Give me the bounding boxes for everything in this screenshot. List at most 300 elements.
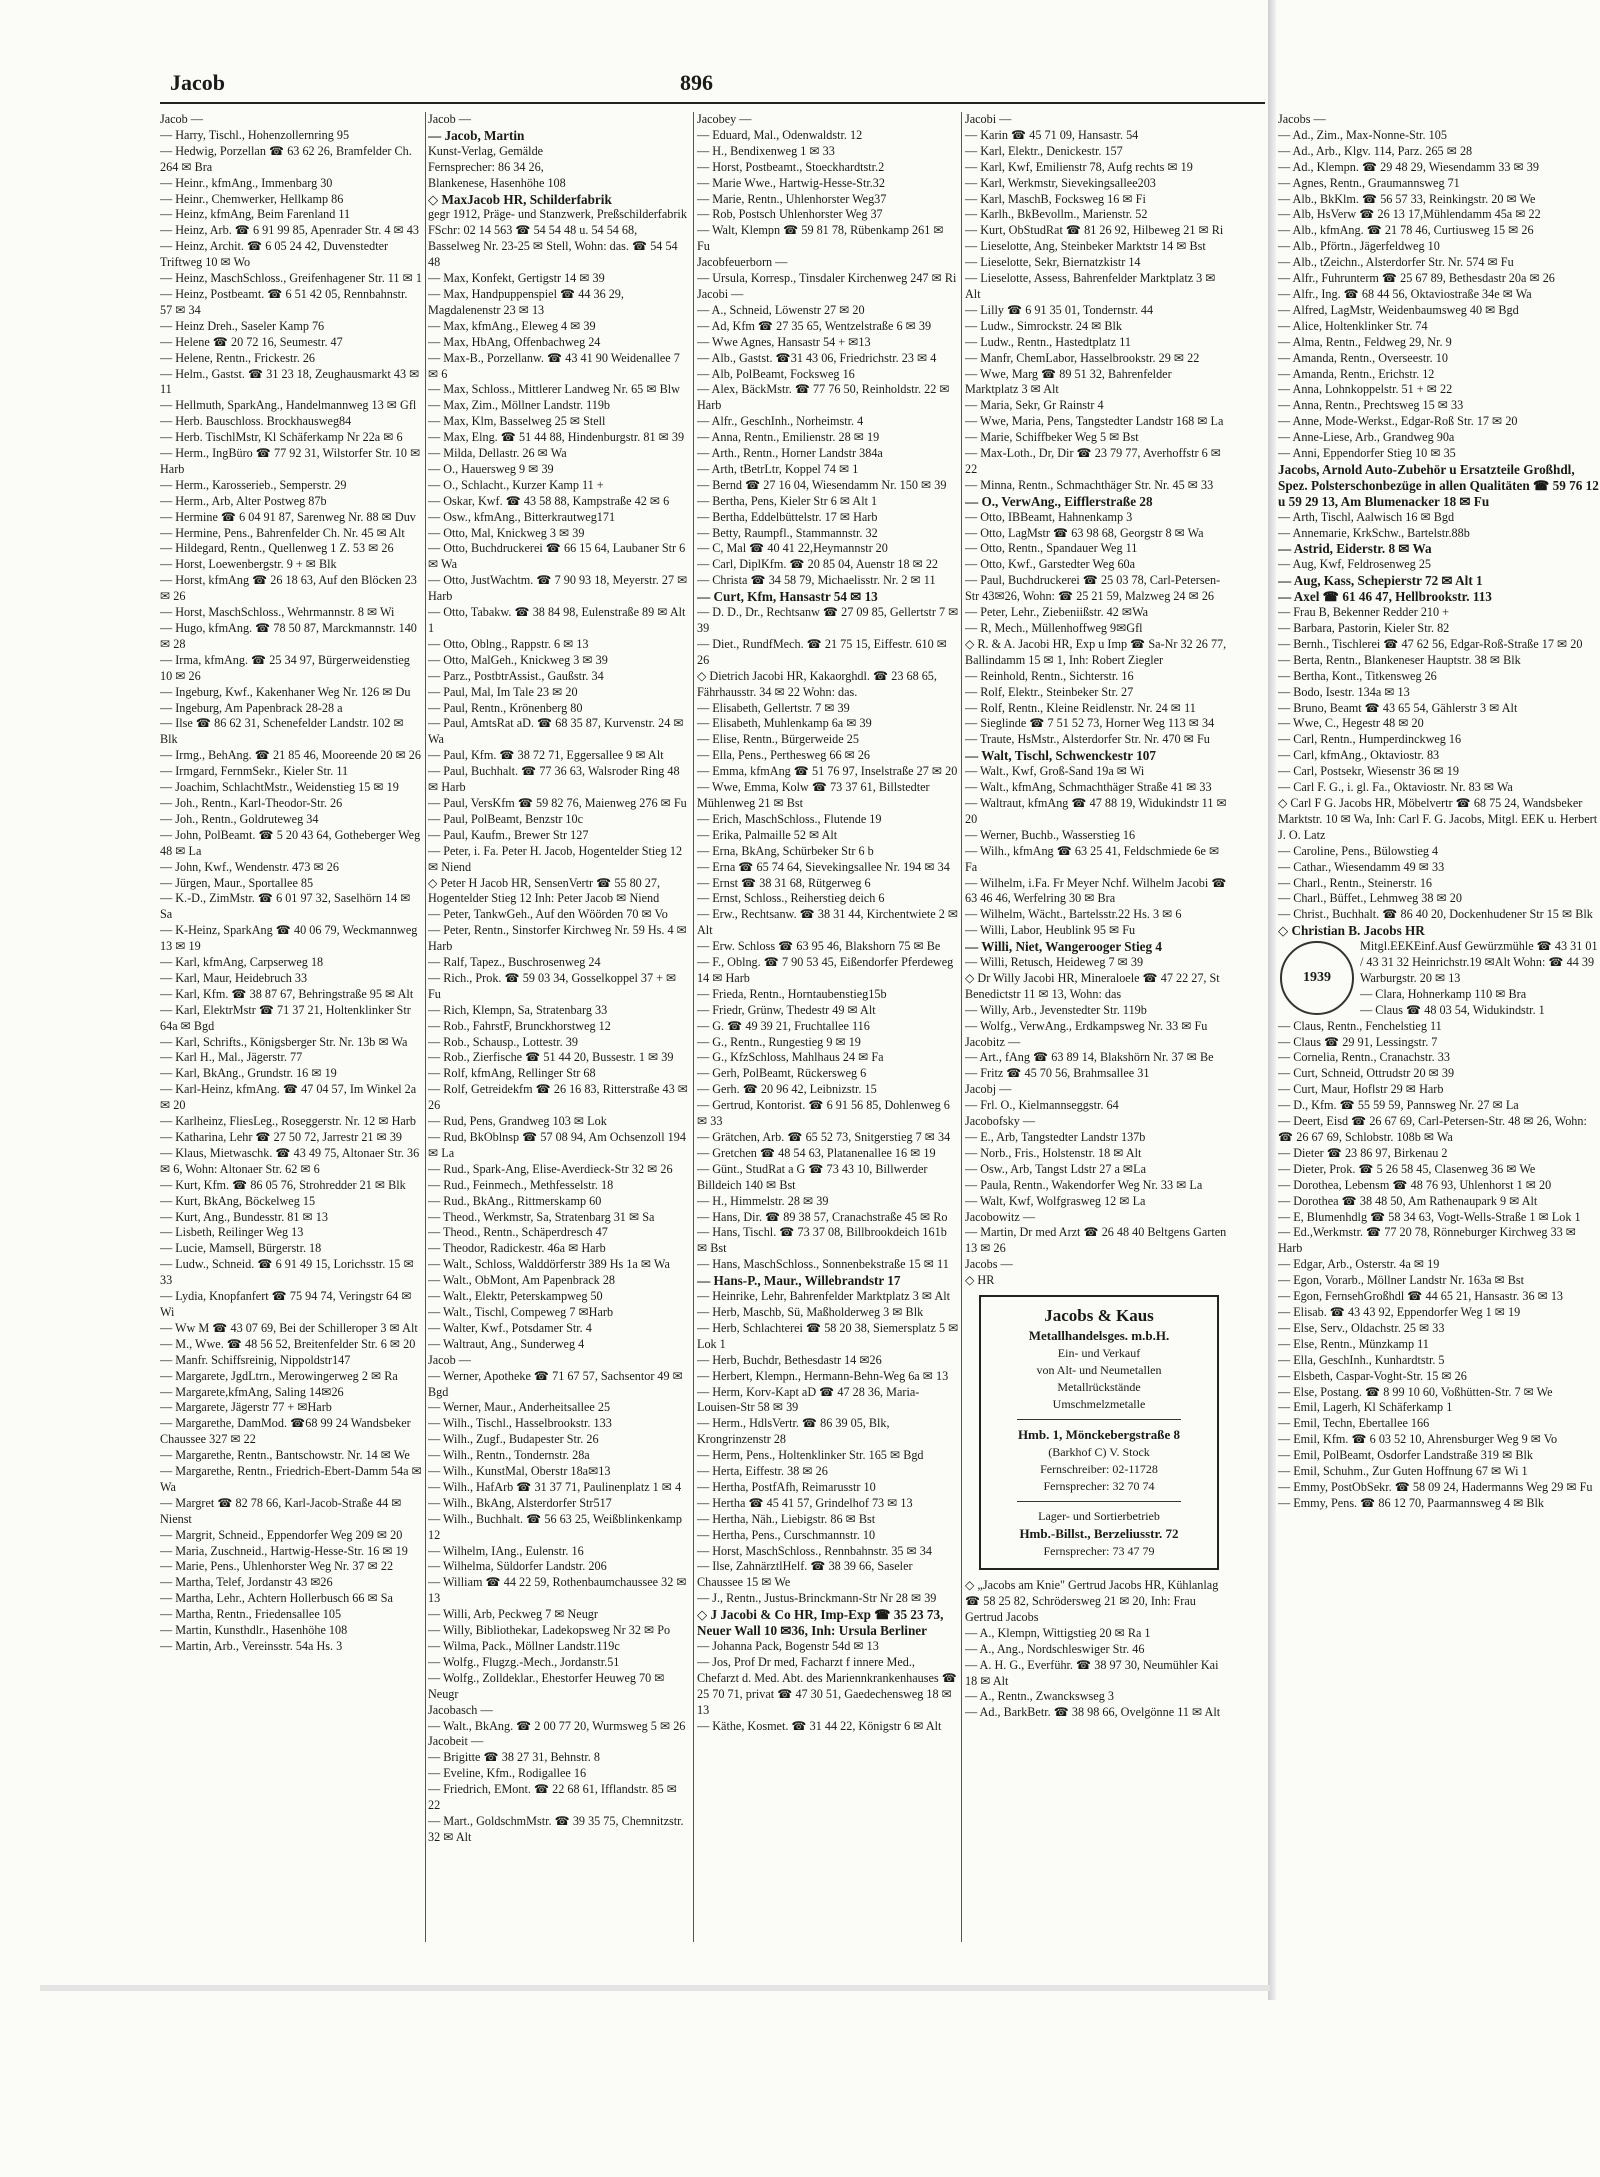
- directory-entry: — Arth, Tischl, Aalwisch 16 ✉ Bgd: [1278, 509, 1455, 524]
- directory-entry: — D. D., Dr., Rechtsanw ☎ 27 09 85, Gellertstr 7 ✉ 39: [697, 605, 959, 635]
- directory-entry: — Karl, ElektrMstr ☎ 71 37 21, Holtenklinker Str 64a ✉ Bgd: [160, 1002, 411, 1033]
- directory-entry: — Traute, HsMstr., Alsterdorfer Str. Nr. 470 ✉ Fu: [965, 732, 1210, 747]
- column-heading: Jacobs —: [1278, 112, 1326, 126]
- directory-entry: — Wwe, Marg ☎ 89 51 32, Bahrenfelder Marktplatz 3 ✉ Alt: [965, 366, 1172, 397]
- directory-entry: — K.-D., ZimMstr. ☎ 6 01 97 32, Saselhörn 14 ✉ Sa: [160, 891, 411, 922]
- advertisement-box: [979, 1295, 1219, 1570]
- directory-entry: — Ernst ☎ 38 31 68, Rütgerweg 6: [697, 875, 871, 890]
- directory-entry: — Martha, Telef, Jordanstr 43 ✉26: [160, 1575, 333, 1590]
- directory-entry: — Rolf, kfmAng, Rellinger Str 68: [428, 1066, 596, 1081]
- directory-entry: — Anna, Rentn., Prechtsweg 15 ✉ 33: [1278, 398, 1464, 413]
- directory-entry: — Max, HbAng, Offenbachweg 24: [428, 334, 601, 349]
- directory-entry: — Marie, Pens., Uhlenhorster Weg Nr. 37 ✉ 22: [160, 1559, 394, 1574]
- directory-entry: — Walt., kfmAng, Schmachthäger Straße 41 ✉ 33: [965, 780, 1212, 795]
- ad-address-detail: (Barkhof C) V. Stock: [1048, 1445, 1150, 1460]
- directory-entry: — Grätchen, Arb. ☎ 65 52 73, Snitgerstieg 7 ✉ 34: [697, 1130, 951, 1144]
- directory-entry: — Aug, Kass, Schepierstr 72 ✉ Alt 1: [1278, 573, 1483, 589]
- directory-entry: — Hermine ☎ 6 04 91 87, Sarenweg Nr. 88 ✉ Duv: [160, 509, 416, 524]
- directory-entry: — Otto, JustWachtm. ☎ 7 90 93 18, Meyerstr. 27 ✉ Harb: [428, 573, 688, 604]
- directory-entry: — Karin ☎ 45 71 09, Hansastr. 54: [965, 127, 1139, 142]
- column-2: [428, 112, 690, 1942]
- directory-entry: — Wilh., Zugf., Budapester Str. 26: [428, 1432, 599, 1447]
- directory-entry: — Anni, Eppendorfer Stieg 10 ✉ 35: [1278, 446, 1456, 461]
- directory-entry: — Erw. Schloss ☎ 63 95 46, Blakshorn 75 ✉ Be: [697, 939, 941, 954]
- directory-entry: — Ed.,Werkmstr. ☎ 77 20 78, Rönneburger Kirchweg 33 ✉ Harb: [1278, 1225, 1577, 1256]
- directory-entry: — Else, Rentn., Münzkamp 11: [1278, 1336, 1429, 1351]
- directory-entry: — Erich, MaschSchloss., Flutende 19: [697, 811, 882, 826]
- directory-entry: — Wilh., Rentn., Tondernstr. 28a: [428, 1448, 590, 1463]
- directory-entry: ◇ „Jacobs am Knie" Gertrud Jacobs HR, Kühlanlag ☎ 58 25 82, Schrödersweg 21 ✉ 20, Inh: Frau Gertrud Jacobs: [965, 1578, 1219, 1624]
- directory-entry: — Karl, Kfm. ☎ 38 87 67, Behringstraße 95 ✉ Alt: [160, 986, 414, 1001]
- directory-entry: — Wolfg., Zolldeklar., Ehestorfer Heuweg 70 ✉ Neugr: [428, 1670, 665, 1701]
- directory-entry: — O., Hauersweg 9 ✉ 39: [428, 461, 554, 476]
- directory-entry: — F., Oblng. ☎ 7 90 53 45, Eißendorfer Pferdeweg 14 ✉ Harb: [697, 955, 954, 985]
- column-divider: [961, 112, 962, 1942]
- directory-entry: — Christ., Buchhalt. ☎ 86 40 20, Dockenhudener Str 15 ✉ Blk: [1278, 907, 1593, 922]
- page-number: 896: [680, 70, 713, 95]
- directory-entry: — H., Bendixenweg 1 ✉ 33: [697, 143, 835, 158]
- directory-entry: — Paul, Kaufm., Brewer Str 127: [428, 827, 589, 842]
- directory-entry: — G. ☎ 49 39 21, Fruchtallee 116: [697, 1018, 870, 1033]
- directory-entry: — Bertha, Pens, Kieler Str 6 ✉ Alt 1: [697, 493, 878, 508]
- directory-entry: — Elsbeth, Caspar-Voght-Str. 15 ✉ 26: [1278, 1368, 1467, 1383]
- directory-entry: — Heinr., Chemwerker, Hellkamp 86: [160, 191, 344, 206]
- directory-entry: — Karl, Werkmstr, Sievekingsallee203: [965, 175, 1156, 190]
- directory-entry: — Reinhold, Rentn., Sichterstr. 16: [965, 668, 1134, 683]
- directory-entry: — Hans-P., Maur., Willebrandstr 17: [697, 1273, 901, 1289]
- directory-entry: — Walt., Tischl, Compeweg 7 ✉Harb: [428, 1304, 614, 1319]
- page-header: [160, 60, 1260, 100]
- directory-entry: — Edgar, Arb., Osterstr. 4a ✉ 19: [1278, 1257, 1440, 1272]
- directory-entry: — Karl, Kwf, Emilienstr 78, Aufg rechts ✉ 19: [965, 159, 1193, 174]
- directory-entry: — Gerh, PolBeamt, Rückersweg 6: [697, 1066, 867, 1081]
- directory-entry: — Werner, Buchb., Wasserstieg 16: [965, 827, 1136, 842]
- directory-entry: — Otto, Mal, Knickweg 3 ✉ 39: [428, 525, 585, 540]
- column-divider: [693, 112, 694, 1942]
- directory-entry: Jacobs, Arnold Auto-Zubehör u Ersatzteile Großhdl, Spez. Polsterschonbezüge in allen Qualitäten ☎ 59 76 12 u 59 29 13, Am Blumenacker 18 ✉ Fu: [1278, 461, 1599, 509]
- directory-entry: — Clara, Hohnerkamp 110 ✉ Bra: [1360, 986, 1527, 1001]
- directory-entry: — Osw., kfmAng., Bitterkrautweg171: [428, 509, 616, 524]
- directory-entry: — Wolfg., Flugzg.-Mech., Jordanstr.51: [428, 1654, 620, 1669]
- directory-entry: — Alfr., GeschInh., Norheimstr. 4: [697, 414, 864, 429]
- directory-entry: — Heinz, Postbeamt. ☎ 6 51 42 05, Rennbahnstr. 57 ✉ 34: [160, 286, 408, 317]
- directory-entry: — Deert, Eisd ☎ 26 67 69, Carl-Petersen-Str. 48 ✉ 26, Wohn: ☎ 26 67 69, Schlobstr. 108b ✉ Wa: [1278, 1114, 1587, 1144]
- directory-entry: — Christa ☎ 34 58 79, Michaelisstr. Nr. 2 ✉ 11: [697, 573, 936, 588]
- directory-entry: — Martin, Arb., Vereinsstr. 54a Hs. 3: [160, 1639, 343, 1653]
- directory-entry: — Herb, Schlachterei ☎ 58 20 38, Siemersplatz 5 ✉ Lok 1: [697, 1320, 959, 1351]
- directory-entry: — Parz., PostbtrAssist., Gaußstr. 34: [428, 668, 604, 683]
- directory-entry: — Lydia, Knopfanfert ☎ 75 94 74, Veringstr 64 ✉ Wi: [160, 1289, 412, 1319]
- directory-entry: — Bernd ☎ 27 16 04, Wiesendamm Nr. 150 ✉ 39: [697, 477, 947, 492]
- directory-entry: — Wolfg., VerwAng., Erdkampsweg Nr. 33 ✉ Fu: [965, 1018, 1208, 1033]
- directory-entry: — O., VerwAng., Eifflerstraße 28: [965, 493, 1153, 509]
- directory-entry: — Else, Postang. ☎ 8 99 10 60, Voßhütten-Str. 7 ✉ We: [1278, 1384, 1553, 1399]
- directory-entry: — Claus ☎ 48 03 54, Widukindstr. 1: [1360, 1002, 1545, 1017]
- directory-entry: 1939 Mitgl.EEKEinf.Ausf Gewürzmühle ☎ 43 31 01 / 43 31 32 Heinrichstr.19 ✉Alt Wohn: ☎ 44 39 Warburgstr. 20 ✉ 13: [1278, 939, 1600, 987]
- directory-entry: — Klaus, Mietwaschk. ☎ 43 49 75, Altonaer Str. 36 ✉ 6, Wohn: Altonaer Str. 62 ✉ 6: [160, 1145, 420, 1176]
- directory-entry: — Rud, BkOblnsp ☎ 57 08 94, Am Ochsenzoll 194 ✉ La: [428, 1130, 686, 1160]
- directory-entry: — Katharina, Lehr ☎ 27 50 72, Jarrestr 21 ✉ 39: [160, 1130, 403, 1144]
- directory-entry: — D., Kfm. ☎ 55 59 59, Pannsweg Nr. 27 ✉ La: [1278, 1098, 1519, 1113]
- directory-entry: — Rob, Postsch Uhlenhorster Weg 37: [697, 207, 883, 222]
- directory-entry: — Irmgard, FernmSekr., Kieler Str. 11: [160, 764, 349, 779]
- directory-entry: — Wilma, Pack., Möllner Landstr.119c: [428, 1639, 620, 1653]
- directory-entry: — Oskar, Kwf. ☎ 43 58 88, Kampstraße 42 ✉ 6: [428, 493, 670, 508]
- directory-entry: — Max, Zim., Möllner Landstr. 119b: [428, 398, 611, 413]
- directory-entry: — Frau B, Bekenner Redder 210 +: [1278, 605, 1450, 620]
- directory-entry: — Harry, Tischl., Hohenzollernring 95: [160, 127, 350, 142]
- directory-entry: — Kurt, Ang., Bundesstr. 81 ✉ 13: [160, 1209, 328, 1224]
- directory-entry: — Erw., Rechtsanw. ☎ 38 31 44, Kirchentwiete 2 ✉ Alt: [697, 907, 959, 938]
- column-3: [697, 112, 959, 1942]
- directory-entry: — Dorothea ☎ 38 48 50, Am Rathenaupark 9 ✉ Alt: [1278, 1193, 1538, 1208]
- directory-entry: Blankenese, Hasenhöhe 108: [428, 175, 566, 190]
- ad-fax: Fernschreiber: 02-11728: [1040, 1462, 1158, 1477]
- directory-entry: — William ☎ 44 22 59, Rothenbaumchaussee 32 ✉ 13: [428, 1575, 687, 1606]
- directory-entry: — Curt, Kfm, Hansastr 54 ✉ 13: [697, 589, 878, 605]
- directory-entry: — Sieglinde ☎ 7 51 52 73, Horner Weg 113 ✉ 34: [965, 716, 1215, 731]
- directory-entry: — Kurt, BkAng, Böckelweg 15: [160, 1193, 316, 1208]
- directory-entry: — Amanda, Rentn., Overseestr. 10: [1278, 350, 1448, 365]
- directory-entry: — Irmg., BehAng. ☎ 21 85 46, Mooreende 20 ✉ 26: [160, 748, 421, 763]
- directory-entry: Jacobi —: [697, 286, 744, 301]
- directory-entry: — Max-B., Porzellanw. ☎ 43 41 90 Weidenallee 7 ✉ 6: [428, 350, 680, 381]
- directory-entry: Jacobs —: [965, 1257, 1013, 1272]
- directory-entry: Jacob —: [428, 1352, 471, 1367]
- directory-entry: — Osw., Arb, Tangst Ldstr 27 a ✉La: [965, 1161, 1146, 1176]
- directory-entry: — E., Arb, Tangstedter Landstr 137b: [965, 1130, 1146, 1144]
- ad-address: Hmb. 1, Mönckebergstraße 8: [1017, 1427, 1181, 1443]
- directory-entry: — Gretchen ☎ 48 54 63, Platanenallee 16 ✉ 19: [697, 1145, 936, 1160]
- directory-entry: — A., Klempn, Wittigstieg 20 ✉ Ra 1: [965, 1625, 1151, 1640]
- directory-entry: — Otto, IBBeamt, Hahnenkamp 3: [965, 509, 1133, 524]
- directory-entry: — Manfr, ChemLabor, Hasselbrookstr. 29 ✉ 22: [965, 350, 1200, 365]
- directory-entry: — Karlh., BkBevollm., Marienstr. 52: [965, 207, 1148, 222]
- directory-entry: — Otto, MalGeh., Knickweg 3 ✉ 39: [428, 652, 608, 667]
- column-heading: Jacobey —: [697, 112, 752, 126]
- directory-entry: — Hugo, kfmAng. ☎ 78 50 87, Marckmannstr. 140 ✉ 28: [160, 621, 417, 651]
- directory-entry: — Karl, Maur, Heidebruch 33: [160, 970, 308, 985]
- directory-entry: — Wilhelm, IAng., Eulenstr. 16: [428, 1543, 584, 1558]
- directory-entry: — Ad., BarkBetr. ☎ 38 98 66, Ovelgönne 11 ✉ Alt: [965, 1705, 1221, 1720]
- directory-entry: — Werner, Maur., Anderheitsallee 25: [428, 1400, 611, 1415]
- directory-entry: Jacobfeuerborn —: [697, 255, 788, 270]
- directory-entry: — Claus ☎ 29 91, Lessingstr. 7: [1278, 1034, 1438, 1049]
- directory-entry: ◇ R. & A. Jacobi HR, Exp u Imp ☎ Sa-Nr 32 26 77, Ballindamm 15 ✉ 1, Inh: Robert Ziegler: [965, 636, 1227, 667]
- directory-entry: — Minna, Rentn., Schmachthäger Str. Nr. 45 ✉ 33: [965, 477, 1214, 492]
- directory-entry: — G., Rentn., Rungestieg 9 ✉ 19: [697, 1034, 861, 1049]
- directory-entry: — Kurt, ObStudRat ☎ 81 26 92, Hilbeweg 21 ✉ Ri: [965, 223, 1224, 238]
- directory-entry: — Ad., Arb., Klgv. 114, Parz. 265 ✉ 28: [1278, 143, 1473, 158]
- directory-entry: — John, Kwf., Wendenstr. 473 ✉ 26: [160, 859, 339, 874]
- header-rule: [160, 102, 1265, 104]
- directory-entry: — Wilh., HafArb ☎ 31 37 71, Paulinenplatz 1 ✉ 4: [428, 1479, 682, 1494]
- directory-entry: — Jürgen, Maur., Sportallee 85: [160, 875, 314, 890]
- directory-entry: — John, PolBeamt. ☎ 5 20 43 64, Gotheberger Weg 48 ✉ La: [160, 827, 421, 858]
- directory-entry: — Theod., Werkmstr, Sa, Stratenbarg 31 ✉ Sa: [428, 1209, 655, 1224]
- directory-entry: — Martha, Rentn., Friedensallee 105: [160, 1607, 342, 1622]
- directory-entry: Jacobitz —: [965, 1034, 1021, 1049]
- directory-entry: — Eduard, Mal., Odenwaldstr. 12: [697, 127, 863, 142]
- directory-entry: — Margarete, Jägerstr 77 + ✉Harb: [160, 1400, 332, 1415]
- directory-entry: — Ilse, ZahnärztlHelf. ☎ 38 39 66, Saseler Chaussee 15 ✉ We: [697, 1559, 913, 1590]
- directory-entry: — M., Wwe. ☎ 48 56 52, Breitenfelder Str. 6 ✉ 20: [160, 1336, 416, 1351]
- directory-entry: — Horst, MaschSchloss., Rennbahnstr. 35 ✉ 34: [697, 1543, 932, 1558]
- directory-entry: — Caroline, Pens., Bülowstieg 4: [1278, 843, 1439, 858]
- directory-entry: — Marie, Rentn., Uhlenhorster Weg37: [697, 191, 887, 206]
- ad-prefix: ◇ HR: [965, 1273, 995, 1288]
- directory-entry: — Emmy, Pens. ☎ 86 12 70, Paarmannsweg 4 ✉ Blk: [1278, 1495, 1544, 1510]
- directory-entry: — G., KfzSchloss, Mahlhaus 24 ✉ Fa: [697, 1050, 884, 1065]
- directory-entry: — Theodor, Radickestr. 46a ✉ Harb: [428, 1241, 606, 1256]
- directory-entry: — Ad., Zim., Max-Nonne-Str. 105: [1278, 127, 1447, 142]
- directory-entry: — Hertha, Pens., Curschmannstr. 10: [697, 1527, 876, 1542]
- directory-entry: — Bodo, Isestr. 134a ✉ 13: [1278, 684, 1410, 699]
- directory-entry: Jacobofsky —: [965, 1114, 1036, 1129]
- directory-entry: — Rob., FahrstF, Brunckhorstweg 12: [428, 1018, 611, 1033]
- directory-entry: — Emil, Kfm. ☎ 6 03 52 10, Ahrensburger Weg 9 ✉ Vo: [1278, 1432, 1558, 1447]
- directory-entry: — Max, Konfekt, Gertigstr 14 ✉ 39: [428, 271, 605, 286]
- directory-entry: — Karlheinz, FliesLeg., Roseggerstr. Nr. 12 ✉ Harb: [160, 1114, 416, 1129]
- ad-title: Jacobs & Kaus: [1044, 1306, 1154, 1326]
- directory-entry: — Berta, Rentn., Blankeneser Hauptstr. 38 ✉ Blk: [1278, 652, 1521, 667]
- directory-entry: — Walter, Kwf., Potsdamer Str. 4: [428, 1320, 592, 1335]
- directory-entry: — Helm., Gastst. ☎ 31 23 18, Zeughausmarkt 43 ✉ 11: [160, 366, 420, 397]
- directory-entry: — Erna, BkAng, Schürbeker Str 6 b: [697, 843, 874, 858]
- column-5: [1278, 112, 1600, 1942]
- directory-entry: — Theod., Rentn., Schäperdresch 47: [428, 1225, 608, 1240]
- directory-entry: — Curt, Maur, Hoflstr 29 ✉ Harb: [1278, 1082, 1444, 1097]
- directory-entry: — Otto, Kwf., Garstedter Weg 60a: [965, 557, 1136, 572]
- directory-entry: — Margarethe, Rentn., Bantschowstr. Nr. 14 ✉ We: [160, 1448, 410, 1463]
- directory-entry: — Ernst, Schloss., Reiherstieg deich 6: [697, 891, 885, 906]
- directory-entry: — Alice, Holtenklinker Str. 74: [1278, 318, 1428, 333]
- directory-entry: — Marie, Schiffbeker Weg 5 ✉ Bst: [965, 430, 1139, 445]
- directory-entry: — C, Mal ☎ 40 41 22,Heymannstr 20: [697, 541, 888, 556]
- directory-entry: ◇ Dietrich Jacobi HR, Kakaorghdl. ☎ 23 68 65, Fährhausstr. 34 ✉ 22 Wohn: das.: [697, 668, 937, 699]
- directory-entry: ◇ Carl F G. Jacobs HR, Möbelvertr ☎ 68 75 24, Wandsbeker Marktstr. 10 ✉ Wa, Inh: Carl F. G. Jacobs, Mitgl. EEK u. Herbert J. O. Latz: [1278, 795, 1598, 842]
- directory-entry: — Karl, Schrifts., Königsberger Str. Nr. 13b ✉ Wa: [160, 1034, 408, 1049]
- directory-entry: — Carl, kfmAng., Oktaviostr. 83: [1278, 748, 1440, 763]
- directory-entry: — Peter, Lehr., Ziebeniißstr. 42 ✉Wa: [965, 605, 1149, 620]
- directory-entry: — Frl. O., Kielmannseggstr. 64: [965, 1098, 1119, 1113]
- directory-entry: — Rob., Zierfische ☎ 51 44 20, Bussestr. 1 ✉ 39: [428, 1050, 674, 1065]
- directory-entry: — Ralf, Tapez., Buschrosenweg 24: [428, 955, 601, 970]
- directory-entry: — Horst, Loewenbergstr. 9 + ✉ Blk: [160, 557, 337, 572]
- directory-entry: — Kurt, Kfm. ☎ 86 05 76, Strohredder 21 ✉ Blk: [160, 1177, 406, 1192]
- directory-entry: — Wwe, Emma, Kolw ☎ 73 37 61, Billstedter Mühlenweg 21 ✉ Bst: [697, 780, 930, 810]
- directory-entry: — Amanda, Rentn., Erichstr. 12: [1278, 366, 1435, 381]
- directory-entry: — Heinrike, Lehr, Bahrenfelder Marktplatz 3 ✉ Alt: [697, 1289, 951, 1304]
- directory-entry: — Curt, Schneid, Ottrudstr 20 ✉ 39: [1278, 1066, 1455, 1081]
- directory-entry: — Wilhelm, i.Fa. Fr Meyer Nchf. Wilhelm Jacobi ☎ 63 46 46, Werfelring 30 ✉ Bra: [965, 875, 1227, 906]
- directory-entry: — Wilh., Tischl., Hasselbrookstr. 133: [428, 1416, 612, 1431]
- directory-entry: — Rud., Feinmech., Methfesselstr. 18: [428, 1177, 614, 1192]
- directory-entry: — Heinz, Archit. ☎ 6 05 24 42, Duvenstedter Triftweg 10 ✉ Wo: [160, 239, 389, 270]
- directory-entry: — E, Blumenhdlg ☎ 58 34 63, Vogt-Wells-Straße 1 ✉ Lok 1: [1278, 1209, 1581, 1224]
- directory-entry: — Rolf, Rentn., Kleine Reidlenstr. Nr. 24 ✉ 11: [965, 700, 1196, 715]
- directory-entry: — Dorothea, Lebensm ☎ 48 76 93, Uhlenhorst 1 ✉ 20: [1278, 1177, 1552, 1192]
- directory-entry: — Herta, Eiffestr. 38 ✉ 26: [697, 1464, 828, 1479]
- directory-entry: — A., Rentn., Zwanckswseg 3: [965, 1689, 1114, 1704]
- directory-entry: — Aug, Kwf, Feldrosenweg 25: [1278, 557, 1432, 572]
- directory-entry: — Carl, DiplKfm. ☎ 20 85 04, Auenstr 18 ✉ 22: [697, 557, 939, 572]
- header-catchword: Jacob: [170, 70, 225, 95]
- directory-entry: — Walt, Klempn ☎ 59 81 78, Rübenkamp 261 ✉ Fu: [697, 223, 944, 254]
- directory-entry: — Rich., Prok. ☎ 59 03 34, Gosselkoppel 37 + ✉ Fu: [428, 970, 677, 1001]
- directory-entry: — Herb, Maschb, Sü, Maßholderweg 3 ✉ Blk: [697, 1304, 924, 1319]
- directory-entry: — Fritz ☎ 45 70 56, Brahmsallee 31: [965, 1066, 1150, 1081]
- directory-entry: — Herm., Arb, Alter Postweg 87b: [160, 493, 327, 508]
- directory-entry: gegr 1912, Präge- und Stanzwerk, Preßschilderfabrik FSchr: 02 14 563 ☎ 54 54 48 u. 54 54 68, Basselweg Nr. 23-25 ✉ Stell, Wohn: das. ☎ 54 54 48: [428, 207, 687, 270]
- directory-entry: — Otto, Buchdruckerei ☎ 66 15 64, Laubaner Str 6 ✉ Wa: [428, 541, 686, 572]
- directory-entry: — Alb, PolBeamt, Focksweg 16: [697, 366, 855, 381]
- directory-entry: — Brigitte ☎ 38 27 31, Behnstr. 8: [428, 1750, 600, 1765]
- directory-entry: — Lilly ☎ 6 91 35 01, Tondernstr. 44: [965, 302, 1154, 317]
- ad-line: von Alt- und Neumetallen: [1036, 1363, 1162, 1378]
- directory-entry: Jacobj —: [965, 1082, 1012, 1097]
- directory-entry: — Walt, Kwf, Wolfgrasweg 12 ✉ La: [965, 1193, 1146, 1208]
- directory-entry: — Margrit, Schneid., Eppendorfer Weg 209 ✉ 20: [160, 1527, 403, 1542]
- directory-entry: — Axel ☎ 61 46 47, Hellbrookstr. 113: [1278, 589, 1492, 605]
- directory-entry: — Helene ☎ 20 72 16, Seumestr. 47: [160, 334, 343, 349]
- directory-entry: Fernsprecher: 86 34 26,: [428, 159, 544, 174]
- directory-entry: — Else, Serv., Oldachstr. 25 ✉ 33: [1278, 1320, 1445, 1335]
- directory-entry: — Max, Schloss., Mittlerer Landweg Nr. 65 ✉ Blw: [428, 382, 680, 397]
- directory-entry: — Willy, Arb., Jevenstedter Str. 119b: [965, 1002, 1147, 1017]
- directory-entry: — Willi, Arb, Peckweg 7 ✉ Neugr: [428, 1607, 598, 1622]
- directory-entry: — Max, Elng. ☎ 51 44 88, Hindenburgstr. 81 ✉ 39: [428, 430, 685, 445]
- directory-entry: — Günt., StudRat a G ☎ 73 43 10, Billwerder Billdeich 140 ✉ Bst: [697, 1161, 928, 1192]
- directory-entry: — Elise, Rentn., Bürgerweide 25: [697, 732, 859, 747]
- directory-entry: — Rolf, Elektr., Steinbeker Str. 27: [965, 684, 1134, 699]
- directory-entry: — Annemarie, KrkSchw., Bartelstr.88b: [1278, 525, 1470, 540]
- directory-entry: — Mart., GoldschmMstr. ☎ 39 35 75, Chemnitzstr. 32 ✉ Alt: [428, 1813, 684, 1844]
- directory-entry: — Heinz, Arb. ☎ 6 91 99 85, Apenrader Str. 4 ✉ 43: [160, 223, 419, 238]
- directory-entry: — Friedrich, EMont. ☎ 22 68 61, Ifflandstr. 85 ✉ 22: [428, 1782, 677, 1813]
- directory-entry: — Claus, Rentn., Fenchelstieg 11: [1278, 1018, 1442, 1033]
- directory-entry: ◇ Christian B. Jacobs HR: [1278, 923, 1425, 939]
- directory-entry: — Rob., Schausp., Lottestr. 39: [428, 1034, 578, 1049]
- directory-entry: — Max, kfmAng., Eleweg 4 ✉ 39: [428, 318, 596, 333]
- directory-entry: ◇ J Jacobi & Co HR, Imp-Exp ☎ 35 23 73, Neuer Wall 10 ✉36, Inh: Ursula Berliner: [697, 1607, 944, 1639]
- directory-entry: — Charl., Rentn., Steinerstr. 16: [1278, 875, 1433, 890]
- directory-entry: — Waltraut, kfmAng ☎ 47 88 19, Widukindstr 11 ✉ 20: [965, 795, 1227, 826]
- directory-entry: — Hermine, Pens., Bahrenfelder Ch. Nr. 45 ✉ Alt: [160, 525, 405, 540]
- directory-entry: — Joachim, SchlachtMstr., Weidenstieg 15 ✉ 19: [160, 780, 399, 795]
- directory-entry: — Lieselotte, Ang, Steinbeker Marktstr 14 ✉ Bst: [965, 239, 1206, 254]
- directory-entry: — Jacob, Martin: [428, 127, 525, 143]
- directory-entry: — Ursula, Korresp., Tinsdaler Kirchenweg 247 ✉ Ri: [697, 271, 957, 286]
- directory-entry: — Paul, Buchhalt. ☎ 77 36 63, Walsroder Ring 48 ✉ Harb: [428, 764, 680, 795]
- directory-entry: — Herb. Bauschloss. Brockhausweg84: [160, 414, 352, 429]
- directory-entry: — Maria, Sekr, Gr Rainstr 4: [965, 398, 1104, 413]
- ad-subtitle: Metallhandelsges. m.b.H.: [1028, 1328, 1170, 1344]
- directory-entry: — O., Schlacht., Kurzer Kamp 11 +: [428, 477, 604, 492]
- directory-entry: — Hellmuth, SparkAng., Handelmannweg 13 ✉ Gfl: [160, 398, 417, 413]
- directory-entry: — Hertha, PostfAfh, Reimarusstr 10: [697, 1479, 876, 1494]
- directory-entry: — H., Himmelstr. 28 ✉ 39: [697, 1193, 829, 1208]
- directory-entry: — Bertha, Kont., Titkensweg 26: [1278, 668, 1437, 683]
- directory-entry: — Walt., ObMont, Am Papenbrack 28: [428, 1273, 616, 1288]
- directory-entry: — Alb., Gastst. ☎31 43 06, Friedrichstr. 23 ✉ 4: [697, 350, 937, 365]
- ad-store-phone: Fernsprecher: 73 47 79: [1043, 1544, 1155, 1559]
- column-heading: Jacobi —: [965, 112, 1012, 126]
- directory-entry: — Elisabeth, Gellertstr. 7 ✉ 39: [697, 700, 850, 715]
- directory-entry: — Emma, kfmAng ☎ 51 76 97, Inselstraße 27 ✉ 20: [697, 764, 958, 779]
- directory-entry: — Friedr, Grünw, Thedestr 49 ✉ Alt: [697, 1002, 876, 1017]
- directory-entry: — A. H. G., Everführ. ☎ 38 97 30, Neumühler Kai 18 ✉ Alt: [965, 1657, 1219, 1688]
- directory-entry: — Alfr., Ing. ☎ 68 44 56, Oktaviostraße 34e ✉ Wa: [1278, 286, 1532, 301]
- page-gutter: [1268, 0, 1276, 2000]
- directory-entry: — R, Mech., Müllenhoffweg 9✉Gfl: [965, 621, 1143, 635]
- directory-entry: — Ludw., Rentn., Hastedtplatz 11: [965, 334, 1131, 349]
- directory-entry: — Wwe Agnes, Hansastr 54 + ✉13: [697, 334, 871, 349]
- ad-phone: Fernsprecher: 32 70 74: [1043, 1479, 1155, 1494]
- directory-entry: — Lieselotte, Sekr, Biernatzkistr 14: [965, 255, 1141, 270]
- directory-entry: — Emil, Techn, Ebertallee 166: [1278, 1416, 1430, 1431]
- directory-entry: — Heinr., kfmAng., Immenbarg 30: [160, 175, 333, 190]
- directory-entry: — Cornelia, Rentn., Cranachstr. 33: [1278, 1050, 1450, 1065]
- directory-entry: — Walt., Elektr, Peterskampweg 50: [428, 1289, 603, 1304]
- directory-entry: — Anna, Rentn., Emilienstr. 28 ✉ 19: [697, 430, 880, 445]
- directory-entry: — Hans, Dir. ☎ 89 38 57, Cranachstraße 45 ✉ Ro: [697, 1209, 948, 1224]
- directory-entry: — Diet., RundfMech. ☎ 21 75 15, Eiffestr. 610 ✉ 26: [697, 636, 947, 667]
- directory-entry: — Emil, PolBeamt, Osdorfer Landstraße 319 ✉ Blk: [1278, 1448, 1533, 1463]
- directory-entry: — Margarethe, DamMod. ☎68 99 24 Wandsbeker Chaussee 327 ✉ 22: [160, 1416, 411, 1447]
- directory-entry: — Lucie, Mamsell, Bürgerstr. 18: [160, 1241, 322, 1256]
- directory-entry: — Walt., Schloss, Walddörferstr 389 Hs 1a ✉ Wa: [428, 1257, 670, 1272]
- directory-entry: — Anne-Liese, Arb., Grandweg 90a: [1278, 430, 1455, 445]
- directory-entry: — Emil, Schuhm., Zur Guten Hoffnung 67 ✉ Wi 1: [1278, 1464, 1528, 1479]
- directory-entry: — Art., fAng ☎ 63 89 14, Blakshörn Nr. 37 ✉ Be: [965, 1050, 1214, 1065]
- directory-entry: — Herb, Buchdr, Bethesdastr 14 ✉26: [697, 1352, 882, 1367]
- directory-entry: — Walt., BkAng. ☎ 2 00 77 20, Wurmsweg 5 ✉ 26: [428, 1718, 686, 1733]
- directory-entry: — Hans, Tischl. ☎ 73 37 08, Billbrookdeich 161b ✉ Bst: [697, 1225, 947, 1256]
- directory-entry: — Eveline, Kfm., Rodigallee 16: [428, 1766, 587, 1781]
- seal-logo: 1939: [1280, 941, 1354, 1015]
- directory-entry: — Ella, Pens., Perthesweg 66 ✉ 26: [697, 748, 871, 763]
- directory-entry: — Alb., BkKlm. ☎ 56 57 33, Reinkingstr. 20 ✉ We: [1278, 191, 1536, 206]
- ad-line: Metallrückstände: [1057, 1380, 1141, 1395]
- directory-entry: — Paul, Kfm. ☎ 38 72 71, Eggersallee 9 ✉ Alt: [428, 748, 664, 763]
- directory-entry: — Bruno, Beamt ☎ 43 65 54, Gählerstr 3 ✉ Alt: [1278, 700, 1518, 715]
- ad-store-address: Hmb.-Billst., Berzeliusstr. 72: [1019, 1526, 1179, 1542]
- directory-entry: Jacobasch —: [428, 1702, 493, 1717]
- directory-entry: — Max, Handpuppenspiel ☎ 44 36 29, Magdalenenstr 23 ✉ 13: [428, 286, 624, 317]
- directory-entry: — Barbara, Pastorin, Kieler Str. 82: [1278, 621, 1450, 635]
- directory-entry: — Herm., HdlsVertr. ☎ 86 39 05, Blk, Krongrinzenstr 28: [697, 1416, 890, 1447]
- directory-entry: — Paul, AmtsRat aD. ☎ 68 35 87, Kurvenstr. 24 ✉ Wa: [428, 716, 684, 747]
- directory-entry: — Margarethe, Rentn., Friedrich-Ebert-Damm 54a ✉ Wa: [160, 1464, 422, 1494]
- column-1: [160, 112, 422, 1942]
- page-bottom-edge: [40, 1985, 1270, 1991]
- directory-entry: — Otto, Rentn., Spandauer Weg 11: [965, 541, 1138, 556]
- directory-entry: — Peter, Rentn., Sinstorfer Kirchweg Nr. 59 Hs. 4 ✉ Harb: [428, 923, 687, 954]
- directory-entry: — Paul, PolBeamt, Benzstr 10c: [428, 811, 584, 826]
- directory-entry: — Heinz, MaschSchloss., Greifenhagener Str. 11 ✉ 1: [160, 271, 422, 286]
- directory-entry: — Alb., kfmAng. ☎ 21 78 46, Curtiusweg 15 ✉ 26: [1278, 223, 1534, 238]
- directory-entry: — Rich, Klempn, Sa, Stratenbarg 33: [428, 1002, 608, 1017]
- directory-entry: — Alb., Pförtn., Jägerfeldweg 10: [1278, 239, 1440, 254]
- directory-entry: — Peter, i. Fa. Peter H. Jacob, Hogentelder Stieg 12 ✉ Niend: [428, 843, 683, 874]
- directory-entry: — Karl, Elektr., Denickestr. 157: [965, 143, 1123, 158]
- directory-entry: — Willi, Retusch, Heideweg 7 ✉ 39: [965, 955, 1144, 970]
- directory-entry: — Max-Loth., Dr, Dir ☎ 23 79 77, Averhoffstr 6 ✉ 22: [965, 446, 1221, 476]
- directory-entry: — Egon, Vorarb., Möllner Landstr Nr. 163a ✉ Bst: [1278, 1273, 1525, 1288]
- directory-entry: — Wilh., Buchhalt. ☎ 56 63 25, Weißblinkenkamp 12: [428, 1511, 682, 1542]
- directory-entry: — Herm., IngBüro ☎ 77 92 31, Wilstorfer Str. 10 ✉ Harb: [160, 446, 421, 476]
